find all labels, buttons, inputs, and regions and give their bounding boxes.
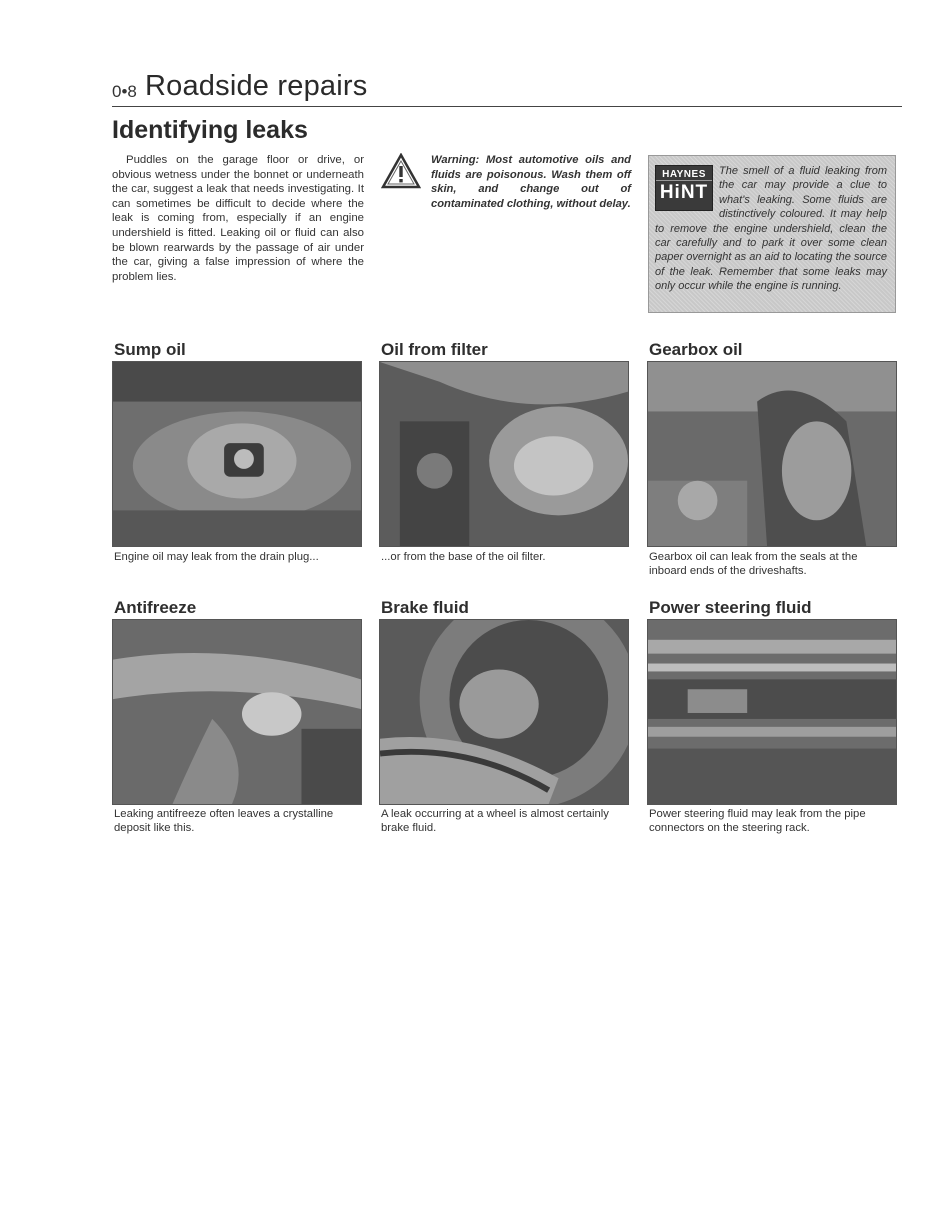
hint-logo-bottom: HiNT <box>659 182 709 203</box>
hint-text: The smell of a fluid leaking from the car may provide a clue to what's leaking. Some fluids are distinctively coloured. It may help to remove the engine undershield, clean the car carefully and to park it over some clean paper overnight as an aid to locating the source of the leak. Remember that some leaks may only occur while the engine is running. <box>655 165 887 293</box>
panel-title-sump-oil: Sump oil <box>114 340 186 359</box>
hint-logo-top: HAYNES <box>656 166 712 181</box>
panel-title-power-steering-fluid: Power steering fluid <box>649 598 812 617</box>
photo-gearbox-oil <box>647 361 897 547</box>
warning-text: Warning: Most automotive oils and fluids are poisonous. Wash them off skin, and change out of contaminated clothing, without delay. <box>431 154 631 210</box>
photo-oil-filter <box>379 361 629 547</box>
header-divider <box>112 106 902 107</box>
photo-brake-fluid <box>379 619 629 805</box>
page-header <box>112 70 902 110</box>
warning-triangle-icon <box>381 153 421 189</box>
page-title: Roadside repairs <box>145 70 368 102</box>
photo-power-steering-fluid <box>647 619 897 805</box>
caption-oil-filter: ...or from the base of the oil filter. <box>381 551 546 563</box>
photo-sump-oil <box>112 361 362 547</box>
panel-title-antifreeze: Antifreeze <box>114 598 197 617</box>
page-number: 0•8 <box>112 82 137 101</box>
caption-sump-oil: Engine oil may leak from the drain plug... <box>114 551 319 563</box>
section-title: Identifying leaks <box>112 116 308 144</box>
caption-antifreeze: Leaking antifreeze often leaves a crystalline deposit like this. <box>114 808 334 835</box>
panel-title-brake-fluid: Brake fluid <box>381 598 469 617</box>
panel-title-gearbox-oil: Gearbox oil <box>649 340 743 359</box>
intro-paragraph: Puddles on the garage floor or drive, or obvious wetness under the bonnet or underneath the car, suggest a leak that needs investigating. It can sometimes be difficult to decide where the leak is coming from, especially if an engine undershield is fitted. Leaking oil or fluid can also be blown rearwards by the passage of air under the car, giving a false impression of where the problem lies. <box>112 154 364 283</box>
photo-antifreeze <box>112 619 362 805</box>
caption-brake-fluid: A leak occurring at a wheel is almost certainly brake fluid. <box>381 808 609 835</box>
haynes-hint-box <box>648 155 896 313</box>
caption-power-steering-fluid: Power steering fluid may leak from the pipe connectors on the steering rack. <box>649 808 866 835</box>
caption-gearbox-oil: Gearbox oil can leak from the seals at the inboard ends of the driveshafts. <box>649 551 858 578</box>
panel-title-oil-filter: Oil from filter <box>381 340 488 359</box>
